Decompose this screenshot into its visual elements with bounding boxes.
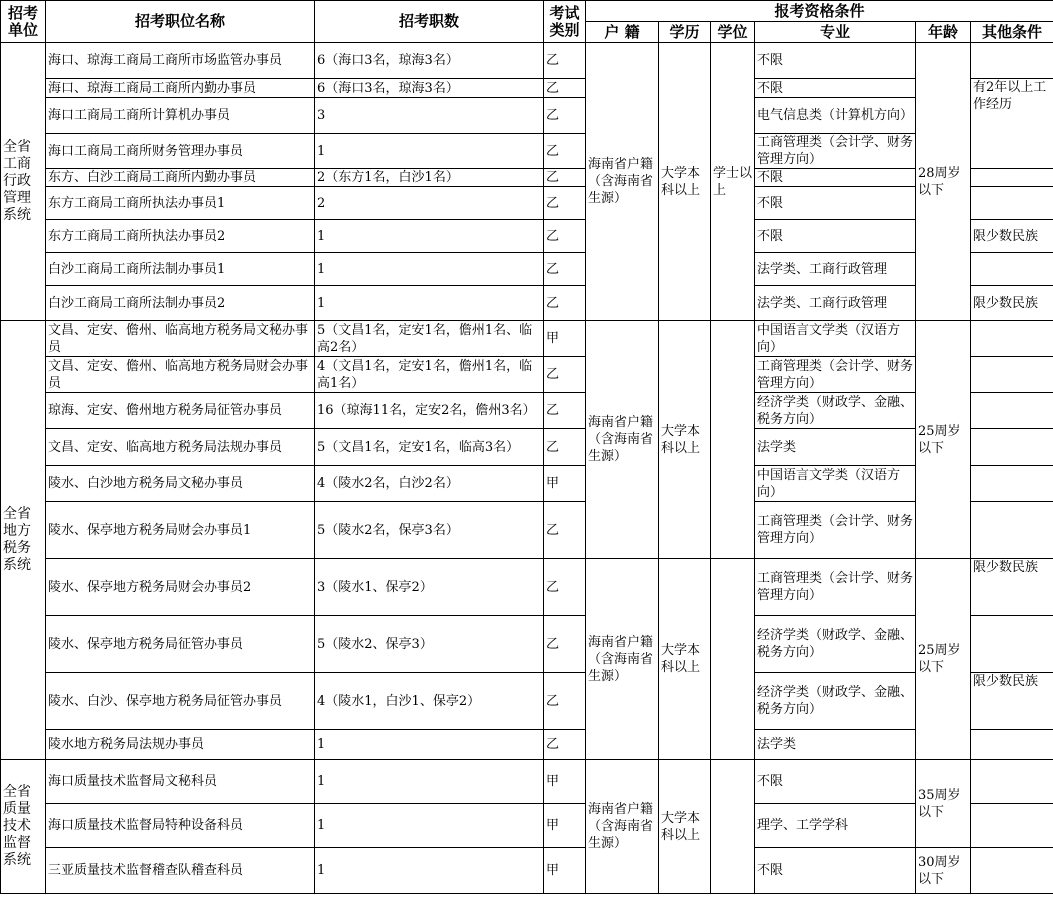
hukou-cell: 海南省户籍（含海南省生源） [586,760,659,894]
table-row [1,169,1053,187]
header-other: 其他条件 [971,22,1053,43]
exam-cell: 乙 [544,357,586,393]
other-cell [971,357,1053,393]
unit-cell: 全省质量技术监督系统 [1,760,46,894]
table-row [1,730,1053,760]
count-cell: 4（陵水1，白沙1、保亭2） [315,673,544,730]
other-cell [971,169,1053,187]
count-cell: 16（琼海11名，定安2名，儋州3名） [315,393,544,429]
age-cell: 30周岁以下 [916,848,971,894]
count-cell: 1 [315,848,544,894]
position-cell: 东方工商局工商所执法办事员1 [46,187,315,220]
major-cell: 不限 [755,187,916,220]
major-cell: 法学类、工商行政管理 [755,286,916,321]
count-cell: 4（文昌1名，定安1名，儋州1名，临高1名） [315,357,544,393]
exam-cell: 乙 [544,393,586,429]
position-cell: 白沙工商局工商所法制办事员2 [46,286,315,321]
other-cell [971,848,1053,894]
header-count: 招考职数 [315,1,544,43]
major-cell: 工商管理类（会计学、财务管理方向） [755,357,916,393]
count-cell: 6（海口3名，琼海3名） [315,79,544,98]
other-cell: 有2年以上工作经历 [971,79,1053,169]
count-cell: 1 [315,730,544,760]
other-cell [971,253,1053,286]
other-cell [971,187,1053,220]
table-row [1,848,1053,894]
major-cell: 不限 [755,43,916,79]
table-row [1,616,1053,673]
degree-cell: 学士以上 [711,43,755,321]
other-cell [971,730,1053,760]
exam-cell: 乙 [544,220,586,253]
exam-cell: 乙 [544,673,586,730]
count-cell: 3 [315,98,544,134]
major-cell: 法学类、工商行政管理 [755,253,916,286]
degree-cell [711,321,755,559]
major-cell: 不限 [755,169,916,187]
education-cell: 大学本科以上 [659,43,711,321]
major-cell: 不限 [755,220,916,253]
hukou-cell: 海南省户籍（含海南省生源） [586,43,659,321]
exam-cell: 乙 [544,559,586,616]
exam-cell: 甲 [544,466,586,502]
count-cell: 2 [315,187,544,220]
table-row [1,804,1053,848]
exam-cell: 乙 [544,43,586,79]
table-row [1,393,1053,429]
table-row [1,357,1053,393]
header-unit: 招考单位 [1,1,46,43]
table-row [1,43,1053,79]
position-cell: 海口工商局工商所计算机办事员 [46,98,315,134]
education-cell: 大学本科以上 [659,760,711,894]
count-cell: 1 [315,253,544,286]
count-cell: 2（东方1名，白沙1名） [315,169,544,187]
position-cell: 文昌、定安、儋州、临高地方税务局财会办事员 [46,357,315,393]
other-cell [971,393,1053,429]
exam-cell: 乙 [544,616,586,673]
header-position: 招考职位名称 [46,1,315,43]
exam-cell: 乙 [544,79,586,98]
table-row [1,187,1053,220]
hukou-cell: 海南省户籍（含海南省生源） [586,321,659,559]
position-cell: 白沙工商局工商所法制办事员1 [46,253,315,286]
count-cell: 1 [315,804,544,848]
header-degree: 学位 [711,22,755,43]
age-cell: 35周岁以下 [916,760,971,848]
major-cell: 工商管理类（会计学、财务管理方向） [755,502,916,559]
table-row [1,286,1053,321]
position-cell: 陵水、保亭地方税务局征管办事员 [46,616,315,673]
exam-cell: 甲 [544,321,586,357]
position-cell: 海口工商局工商所财务管理办事员 [46,134,315,169]
major-cell: 法学类 [755,429,916,466]
major-cell: 中国语言文学类（汉语方向） [755,466,916,502]
major-cell: 电气信息类（计算机方向） [755,98,916,134]
exam-cell: 甲 [544,760,586,804]
exam-cell: 乙 [544,286,586,321]
table-row [1,220,1053,253]
header-hukou: 户 籍 [586,22,659,43]
position-cell: 陵水、白沙、保亭地方税务局征管办事员 [46,673,315,730]
position-cell: 东方工商局工商所执法办事员2 [46,220,315,253]
degree-cell [711,559,755,760]
major-cell: 经济学类（财政学、金融、税务方向） [755,673,916,730]
position-cell: 陵水、保亭地方税务局财会办事员1 [46,502,315,559]
table-row [1,760,1053,804]
table-row [1,429,1053,466]
header-age: 年龄 [916,22,971,43]
table-row [1,321,1053,357]
education-cell: 大学本科以上 [659,559,711,760]
count-cell: 5（文昌1名，定安1名，儋州1名、临高2名） [315,321,544,357]
unit-cell: 全省地方税务系统 [1,321,46,760]
age-cell: 25周岁以下 [916,321,971,559]
position-cell: 海口质量技术监督局特种设备科员 [46,804,315,848]
count-cell: 1 [315,220,544,253]
count-cell: 1 [315,760,544,804]
count-cell: 4（陵水2名，白沙2名） [315,466,544,502]
other-cell: 限少数民族 [971,559,1053,616]
major-cell: 不限 [755,848,916,894]
exam-cell: 乙 [544,134,586,169]
header-exam-type: 考试类别 [544,1,586,43]
header-education: 学历 [659,22,711,43]
major-cell: 理学、工学学科 [755,804,916,848]
position-cell: 文昌、定安、儋州、临高地方税务局文秘办事员 [46,321,315,357]
major-cell: 工商管理类（会计学、财务管理方向） [755,134,916,169]
header-conditions: 报考资格条件 [586,1,1053,22]
other-cell: 限少数民族 [971,673,1053,730]
count-cell: 6（海口3名，琼海3名） [315,43,544,79]
count-cell: 5（文昌1名，定安1名，临高3名） [315,429,544,466]
table-row [1,253,1053,286]
count-cell: 1 [315,134,544,169]
other-cell [971,804,1053,848]
table-row [1,466,1053,502]
position-cell: 琼海、定安、儋州地方税务局征管办事员 [46,393,315,429]
position-cell: 陵水、保亭地方税务局财会办事员2 [46,559,315,616]
other-cell [971,43,1053,79]
major-cell: 不限 [755,760,916,804]
exam-cell: 乙 [544,169,586,187]
major-cell: 不限 [755,79,916,98]
other-cell: 限少数民族 [971,220,1053,253]
exam-cell: 乙 [544,429,586,466]
education-cell: 大学本科以上 [659,321,711,559]
position-cell: 陵水、白沙地方税务局文秘办事员 [46,466,315,502]
header-major: 专业 [755,22,916,43]
table-row [1,134,1053,169]
position-cell: 海口质量技术监督局文秘科员 [46,760,315,804]
position-cell: 东方、白沙工商局工商所内勤办事员 [46,169,315,187]
count-cell: 5（陵水2、保亭3） [315,616,544,673]
major-cell: 经济学类（财政学、金融、税务方向） [755,393,916,429]
count-cell: 3（陵水1、保亭2） [315,559,544,616]
major-cell: 经济学类（财政学、金融、税务方向） [755,616,916,673]
major-cell: 法学类 [755,730,916,760]
other-cell [971,429,1053,466]
age-cell: 25周岁以下 [916,559,971,760]
count-cell: 5（陵水2名，保亭3名） [315,502,544,559]
position-cell: 海口、琼海工商局工商所市场监管办事员 [46,43,315,79]
other-cell [971,466,1053,502]
exam-cell: 乙 [544,98,586,134]
table-row [1,502,1053,559]
position-cell: 陵水地方税务局法规办事员 [46,730,315,760]
other-cell [971,616,1053,673]
position-cell: 海口、琼海工商局工商所内勤办事员 [46,79,315,98]
hukou-cell: 海南省户籍（含海南省生源） [586,559,659,760]
exam-cell: 乙 [544,187,586,220]
unit-cell: 全省工商行政管理系统 [1,43,46,321]
exam-cell: 乙 [544,253,586,286]
table-row [1,79,1053,98]
degree-cell [711,760,755,894]
exam-cell: 甲 [544,804,586,848]
exam-cell: 乙 [544,502,586,559]
position-cell: 文昌、定安、临高地方税务局法规办事员 [46,429,315,466]
major-cell: 中国语言文学类（汉语方向） [755,321,916,357]
other-cell: 限少数民族 [971,286,1053,321]
table-row [1,98,1053,134]
exam-cell: 甲 [544,848,586,894]
other-cell [971,502,1053,559]
position-cell: 三亚质量技术监督稽查队稽查科员 [46,848,315,894]
other-cell [971,321,1053,357]
table-row [1,673,1053,730]
exam-cell: 乙 [544,730,586,760]
table-row [1,559,1053,616]
other-cell [971,760,1053,804]
age-cell: 28周岁以下 [916,43,971,321]
major-cell: 工商管理类（会计学、财务管理方向） [755,559,916,616]
count-cell: 1 [315,286,544,321]
